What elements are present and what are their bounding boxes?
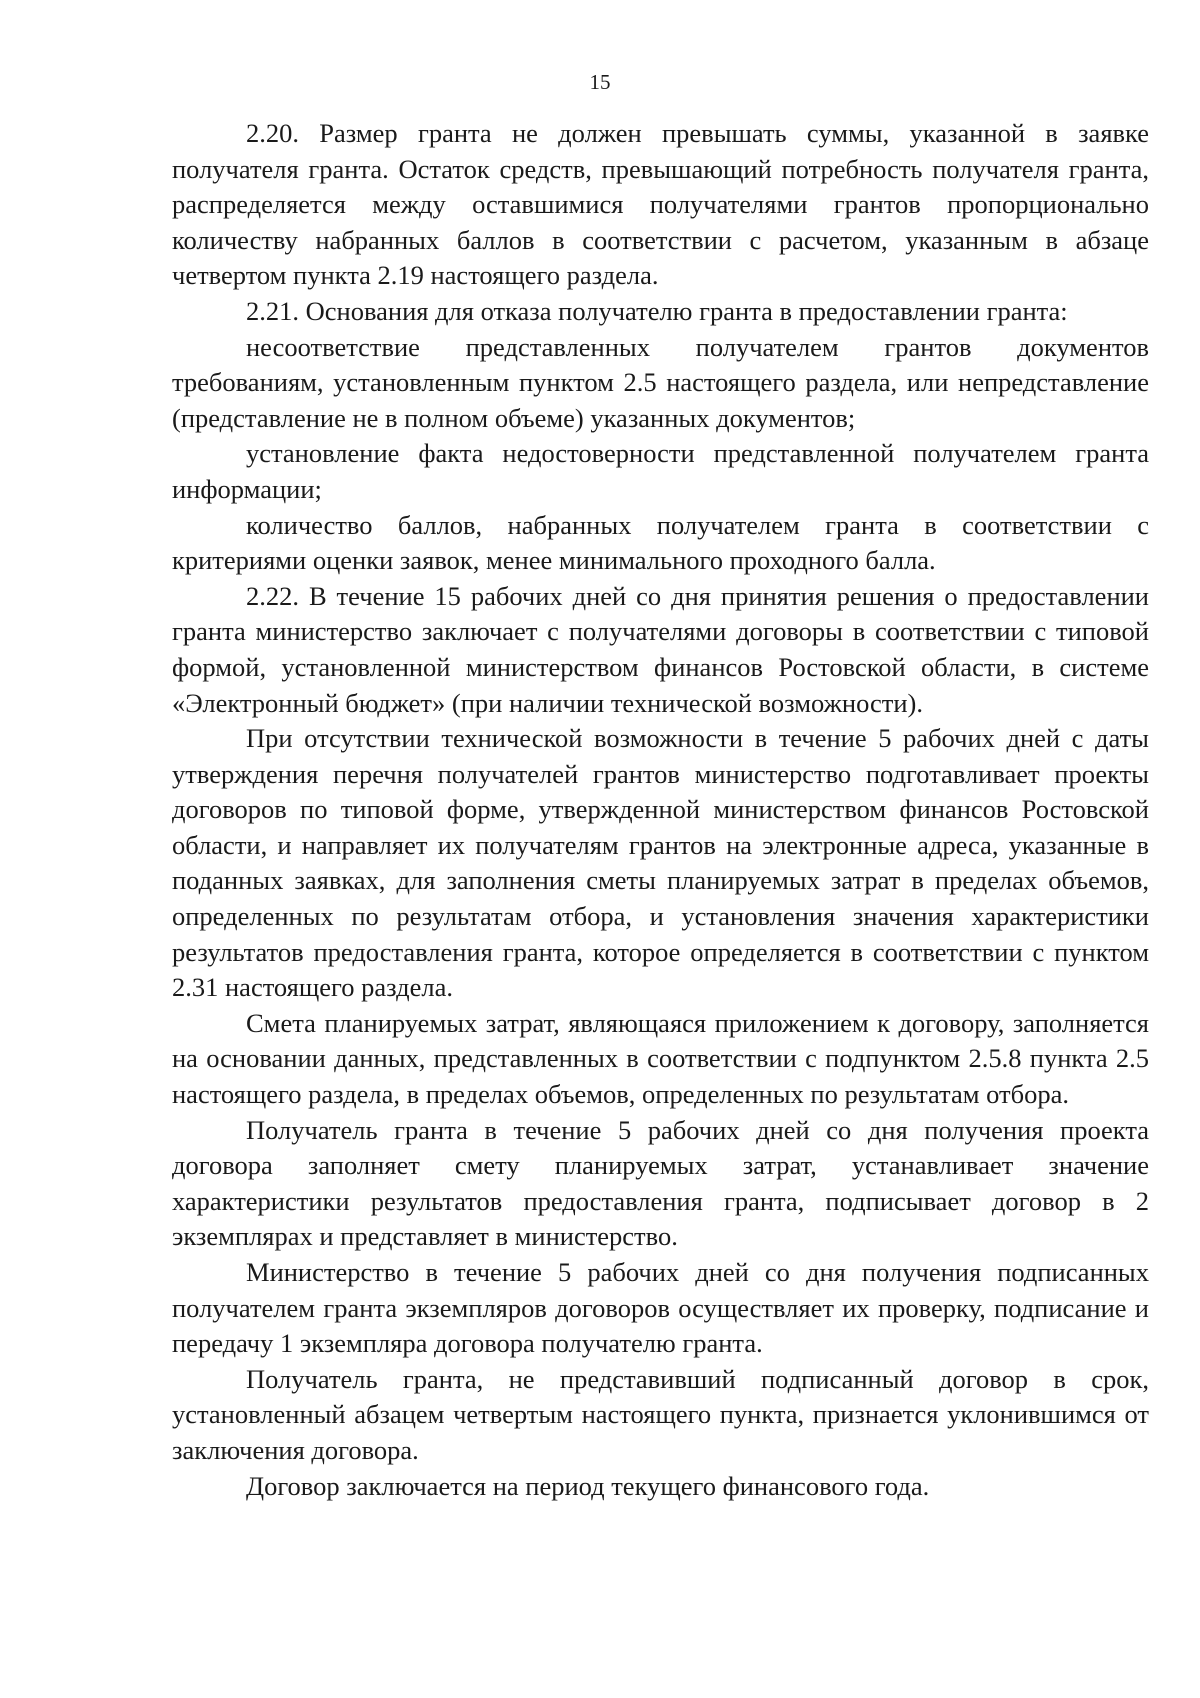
paragraph-cost-estimate: Смета планируемых затрат, являющаяся приложением к договору, заполняется на основании данных, представленных в соответствии с подпунктом 2.5.8 пункта 2.5 настоящего раздела, в пределах объемов, определенных по результатам отбора.	[172, 1007, 1149, 1110]
paragraph-evasion: Получатель гранта, не представивший подписанный договор в срок, установленный абзацем четвертым настоящего пункта, признается уклонившимся от заключения договора.	[172, 1363, 1149, 1465]
paragraph-recipient-fills-contract: Получатель гранта в течение 5 рабочих дней со дня получения проекта договора заполняет смету планируемых затрат, устанавливает значение характеристики результатов предоставления гранта, подписывает договор в 2 экземплярах и представляет в министерство.	[172, 1114, 1149, 1252]
paragraph-refusal-ground-1: несоответствие представленных получателем грантов документов требованиям, установленным пунктом 2.5 настоящего раздела, или непредставление (представление не в полном объеме) указанных документов;	[172, 331, 1149, 433]
paragraph-ministry-signs: Министерство в течение 5 рабочих дней со дня получения подписанных получателем гранта экземпляров договоров осуществляет их проверку, подписание и передачу 1 экземпляра договора получателю гранта.	[172, 1257, 1149, 1359]
paragraph-contract-period: Договор заключается на период текущего финансового года.	[246, 1470, 930, 1501]
page-number: 15	[589, 70, 611, 94]
paragraph-2-20: 2.20. Размер гранта не должен превышать суммы, указанной в заявке получателя гранта. Остаток средств, превышающий потребность получателя гранта, распределяется между оставшимися получателями грантов пропорционально количеству набранных баллов в соответствии с расчетом, указанным в абзаце четвертом пункта 2.19 настоящего раздела.	[172, 118, 1149, 291]
paragraph-2-21: 2.21. Основания для отказа получателю гранта в предоставлении гранта:	[246, 295, 1068, 326]
paragraph-2-22: 2.22. В течение 15 рабочих дней со дня принятия решения о предоставлении гранта министерство заключает с получателями договоры в соответствии с типовой формой, установленной министерством финансов Ростовской области, в системе «Электронный бюджет» (при наличии технической возможности).	[172, 580, 1149, 718]
paragraph-refusal-ground-3: количество баллов, набранных получателем гранта в соответствии с критериями оценки заявок, менее минимального проходного балла.	[172, 509, 1149, 576]
paragraph-refusal-ground-2: установление факта недостоверности представленной получателем гранта информации;	[172, 438, 1149, 504]
document-body	[172, 116, 1149, 1504]
paragraph-no-technical-possibility: При отсутствии технической возможности в течение 5 рабочих дней с даты утверждения перечня получателей грантов министерство подготавливает проекты договоров по типовой форме, утвержденной министерством финансов Ростовской области, и направляет их получателям грантов на электронные адреса, указанные в поданных заявках, для заполнения сметы планируемых затрат в пределах объемов, определенных по результатам отбора, и установления значения характеристики результатов предоставления гранта, которое определяется в соответствии с пунктом 2.31 настоящего раздела.	[172, 723, 1149, 1003]
